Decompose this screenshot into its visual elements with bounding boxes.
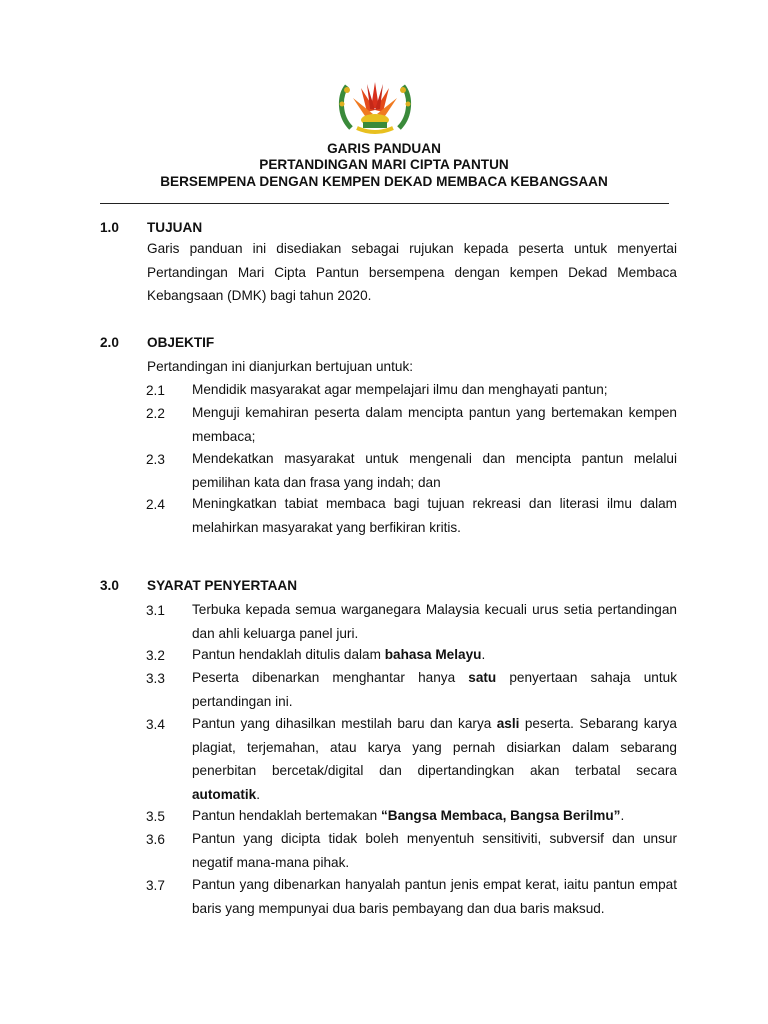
item-2-2-text: Menguji kemahiran peserta dalam mencipta pantun yang bertemakan kempen membaca;: [192, 405, 677, 444]
item-3-3-text: Peserta dibenarkan menghantar hanya satu penyertaan sahaja untuk pertandingan ini.: [192, 670, 677, 709]
item-3-1-number: 3.1: [146, 603, 165, 618]
item-3-3-number: 3.3: [146, 671, 165, 686]
item-3-5-number: 3.5: [146, 809, 165, 824]
item-2-4-number: 2.4: [146, 497, 165, 512]
item-3-5-text: Pantun hendaklah bertemakan “Bangsa Membaca, Bangsa Berilmu”.: [192, 808, 625, 823]
section-2-intro: Pertandingan ini dianjurkan bertujuan untuk:: [147, 359, 414, 374]
item-3-4-number: 3.4: [146, 717, 165, 732]
section-2-title: OBJEKTIF: [147, 335, 215, 350]
item-2-4-text: Meningkatkan tabiat membaca bagi tujuan rekreasi dan literasi ilmu dalam melahirkan masyarakat yang berfikiran kritis.: [192, 496, 677, 535]
item-3-6-text: Pantun yang dicipta tidak boleh menyentuh sensitiviti, subversif dan unsur negatif mana-mana pihak.: [192, 831, 677, 870]
item-2-3-text: Mendekatkan masyarakat untuk mengenali dan mencipta pantun melalui pemilihan kata dan frasa yang indah; dan: [192, 451, 677, 490]
item-3-6-number: 3.6: [146, 832, 165, 847]
item-3-2-text: Pantun hendaklah ditulis dalam bahasa Melayu.: [192, 647, 486, 662]
item-2-2-number: 2.2: [146, 406, 165, 421]
section-3-title: SYARAT PENYERTAAN: [147, 578, 298, 593]
section-2-number: 2.0: [100, 335, 119, 350]
emblem-logo: [337, 78, 413, 138]
item-3-7-text: Pantun yang dibenarkan hanyalah pantun jenis empat kerat, iaitu pantun empat baris yang mempunyai dua baris pembayang dan dua baris maksud.: [192, 877, 677, 916]
item-3-1-text: Terbuka kepada semua warganegara Malaysia kecuali urus setia pertandingan dan ahli keluarga panel juri.: [192, 602, 677, 641]
item-2-1-text: Mendidik masyarakat agar mempelajari ilmu dan menghayati pantun;: [192, 382, 608, 397]
item-2-1-number: 2.1: [146, 383, 165, 398]
item-3-7-number: 3.7: [146, 878, 165, 893]
item-3-2-number: 3.2: [146, 648, 165, 663]
section-3-number: 3.0: [100, 578, 119, 593]
section-1-text: Garis panduan ini disediakan sebagai rujukan kepada peserta untuk menyertai Pertandingan Mari Cipta Pantun bersempena dengan kempen Dekad Membaca Kebangsaan (DMK) bagi tahun 2020.: [147, 241, 677, 303]
section-1-number: 1.0: [100, 220, 119, 235]
header-divider: [100, 203, 669, 204]
item-2-3-number: 2.3: [146, 452, 165, 467]
header-line-3: BERSEMPENA DENGAN KEMPEN DEKAD MEMBACA KEBANGSAAN: [160, 174, 608, 189]
section-1-title: TUJUAN: [147, 220, 203, 235]
header-line-1: GARIS PANDUAN: [327, 141, 441, 156]
header-line-2: PERTANDINGAN MARI CIPTA PANTUN: [259, 157, 509, 172]
item-3-4-text: Pantun yang dihasilkan mestilah baru dan karya asli peserta. Sebarang karya plagiat, terjemahan, atau karya yang pernah disiarkan dalam sebarang penerbitan bercetak/digital dan dipertandingkan akan terbatal secara automatik.: [192, 716, 677, 802]
